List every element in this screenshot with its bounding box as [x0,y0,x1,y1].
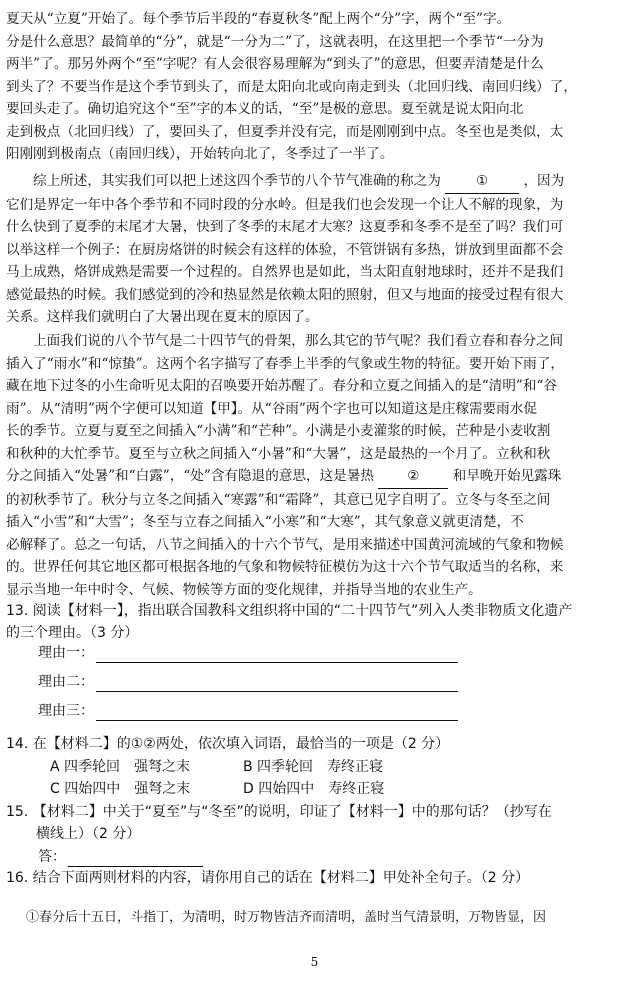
question-13 [6,600,623,644]
answer-input-line[interactable] [96,647,458,663]
question-13-stem: 13. 阅读【材料一】，指出联合国教科文组织将中国的“二十四节气”列入人类非物质文化遗产 [6,603,573,619]
question-14 [6,733,623,755]
question-15-stem: 15. 【材料二】中关于“夏至”与“冬至”的说明，印证了【材料一】中的那句话？（抄写在 [6,804,552,820]
text-line: 马上成熟，烙饼成熟是需要一个过程的。自然界也是如此，当太阳直射地球时，还并不是我们 [6,264,564,280]
option-c[interactable]: C 四始四中 强弩之末 [50,781,191,797]
question-16-stem: 16. 结合下面两则材料的内容，请你用自己的话在【材料二】甲处补全句子。（2 分） [6,870,530,886]
text-line: 以举这样一个例子：在厨房烙饼的时候会有这样的体验，不管饼锅有多热，饼放到里面都不会 [6,241,564,258]
text-line: 必解释了。总之一句话，八节之间插入的十六个节气，是用来描述中国黄河流域的气象和物候 [6,536,564,553]
question-15 [6,801,623,845]
text-line: 长的季节。立夏与夏至之间插入“小满”和“芒种”。小满是小麦灌浆的时候，芒种是小麦收割 [6,423,551,439]
text-line: 藏在地下过冬的小生命听见太阳的召唤要开始苏醒了。春分和立夏之间插入的是“清明”和“谷 [6,378,558,394]
fill-blank-1[interactable]: ① [445,170,519,194]
answer-line-reason-3[interactable] [38,701,458,721]
text-line [6,465,623,489]
text-line: 什么快到了夏季的末尾才大暑，快到了冬季的末尾才大寒？这夏季和冬季不是至了吗？我们可 [6,219,564,235]
option-d[interactable]: D 四始四中 寿终正寝 [243,781,385,797]
answer-label: 理由一： [38,645,94,661]
answer-line-reason-1[interactable] [38,643,458,663]
text-line: 它们是界定一年中各个季节和不同时段的分水岭。但是我们也会发现一个让人不解的现象，为 [6,196,564,213]
page-number: 5 [310,955,319,969]
question-16-quote [6,907,623,930]
text-line: 走到极点（北回归线）了，要回头了，但夏季并没有完，而是刚刚到中点。冬至也是类似，太 [6,123,564,140]
material2-paragraph-2 [6,170,623,329]
question-13-stem-cont: 的三个理由。（3 分） [6,625,139,641]
text-line: 的初秋季节了。秋分与立冬之间插入“寒露”和“霜降”，其意已见字自明了。立冬与冬至之间 [6,491,551,508]
option-b[interactable]: B 四季轮回 寿终正寝 [243,759,384,775]
paragraph-text: ，因为 [523,173,565,189]
text-line: 显示当地一年中时令、气候、物候等方面的变化规律，并指导当地的农业生产。 [6,581,482,598]
option-a[interactable]: A 四季轮回 强弩之末 [50,759,191,775]
material2-paragraph-1 [6,8,623,166]
question-16 [6,867,623,889]
text-line: 阳刚刚到极南点（南回归线），开始转向北了，冬季过了一半了。 [6,146,394,162]
text-line: 分是什么意思？最简单的“分”，就是“一分为二”了，这就表明，在这里把一个季节“一分为 [6,33,544,50]
answer-line-q15[interactable] [38,847,203,867]
text-line: 关系。这样我们就明白了大暑出现在夏末的原因了。 [6,309,319,325]
material2-paragraph-3 [6,330,623,601]
text-line: 插入了“雨水”和“惊蛰”。这两个名字描写了春季上半季的气象或生物的特征。要开始下雨了， [6,355,564,372]
paragraph-text: 综上所述，其实我们可以把上述这四个季节的八个节气准确的称之为 [33,173,441,189]
question-14-stem: 14. 在【材料二】的①②两处，依次填入词语，最恰当的一项是（2 分） [6,736,450,752]
text-line: 到头了？不要当作是这个季节到头了，而是太阳向北或向南走到头（北回归线、南回归线）了， [6,78,577,95]
quote-text: ①春分后十五日，斗指丁，为清明，时万物皆洁齐而清明，盖时当气清景明，万物皆显，因 [26,910,547,925]
answer-label: 理由三： [38,703,94,719]
fill-blank-2[interactable]: ② [378,465,448,489]
text-line: 的。世界任何其它地区都可根据各地的气象和物候特征模仿为这十六个节气取适当的名称，来 [6,559,564,575]
text-line: 两半”了。那另外两个“至”字呢？有人会很容易理解为“到头了”的意思，但要弄清楚是什么 [6,56,544,72]
text-line: 雨”。从“清明”两个字便可以知道【甲】。从“谷雨”两个字也可以知道这是庄稼需要雨水促 [6,400,537,417]
answer-label: 答： [38,849,66,865]
question-15-stem-cont: 横线上）（2 分） [36,826,141,842]
answer-input-line[interactable] [96,676,458,692]
text-line: 要回头走了。确切追究这个“至”字的本义的话，“至”是极的意思。夏至就是说太阳向北 [6,101,524,117]
text-line: 上面我们说的八个节气是二十四节气的骨架，那么其它的节气呢？我们看立春和春分之间 [33,333,564,349]
text-line: 插入“小雪”和“大雪”；冬至与立春之间插入“小寒”和“大寒”，其气象意义就更清楚，不 [6,514,524,530]
paragraph-text: 和早晚开始见露珠 [452,468,562,484]
text-line: 夏天从“立夏”开始了。每个季节后半段的“春夏秋冬”配上两个“分”字，两个“至”字。 [6,11,511,27]
answer-input-line[interactable] [96,705,458,721]
text-line: 和秋种的大忙季节。夏至与立秋之间插入“小暑”和“大暑”，这是最热的一个月了。立秋和秋 [6,445,551,462]
text-line [6,170,623,194]
text-line: 感觉最热的时候。我们感觉到的冷和热显然是依赖太阳的照射，但又与地面的接受过程有很大 [6,286,564,303]
answer-line-reason-2[interactable] [38,672,458,692]
paragraph-text: 分之间插入“处暑”和“白露”，“处”含有隐退的意思，这是暑热 [6,468,374,484]
answer-input-line[interactable] [68,851,203,867]
answer-label: 理由二： [38,674,94,690]
